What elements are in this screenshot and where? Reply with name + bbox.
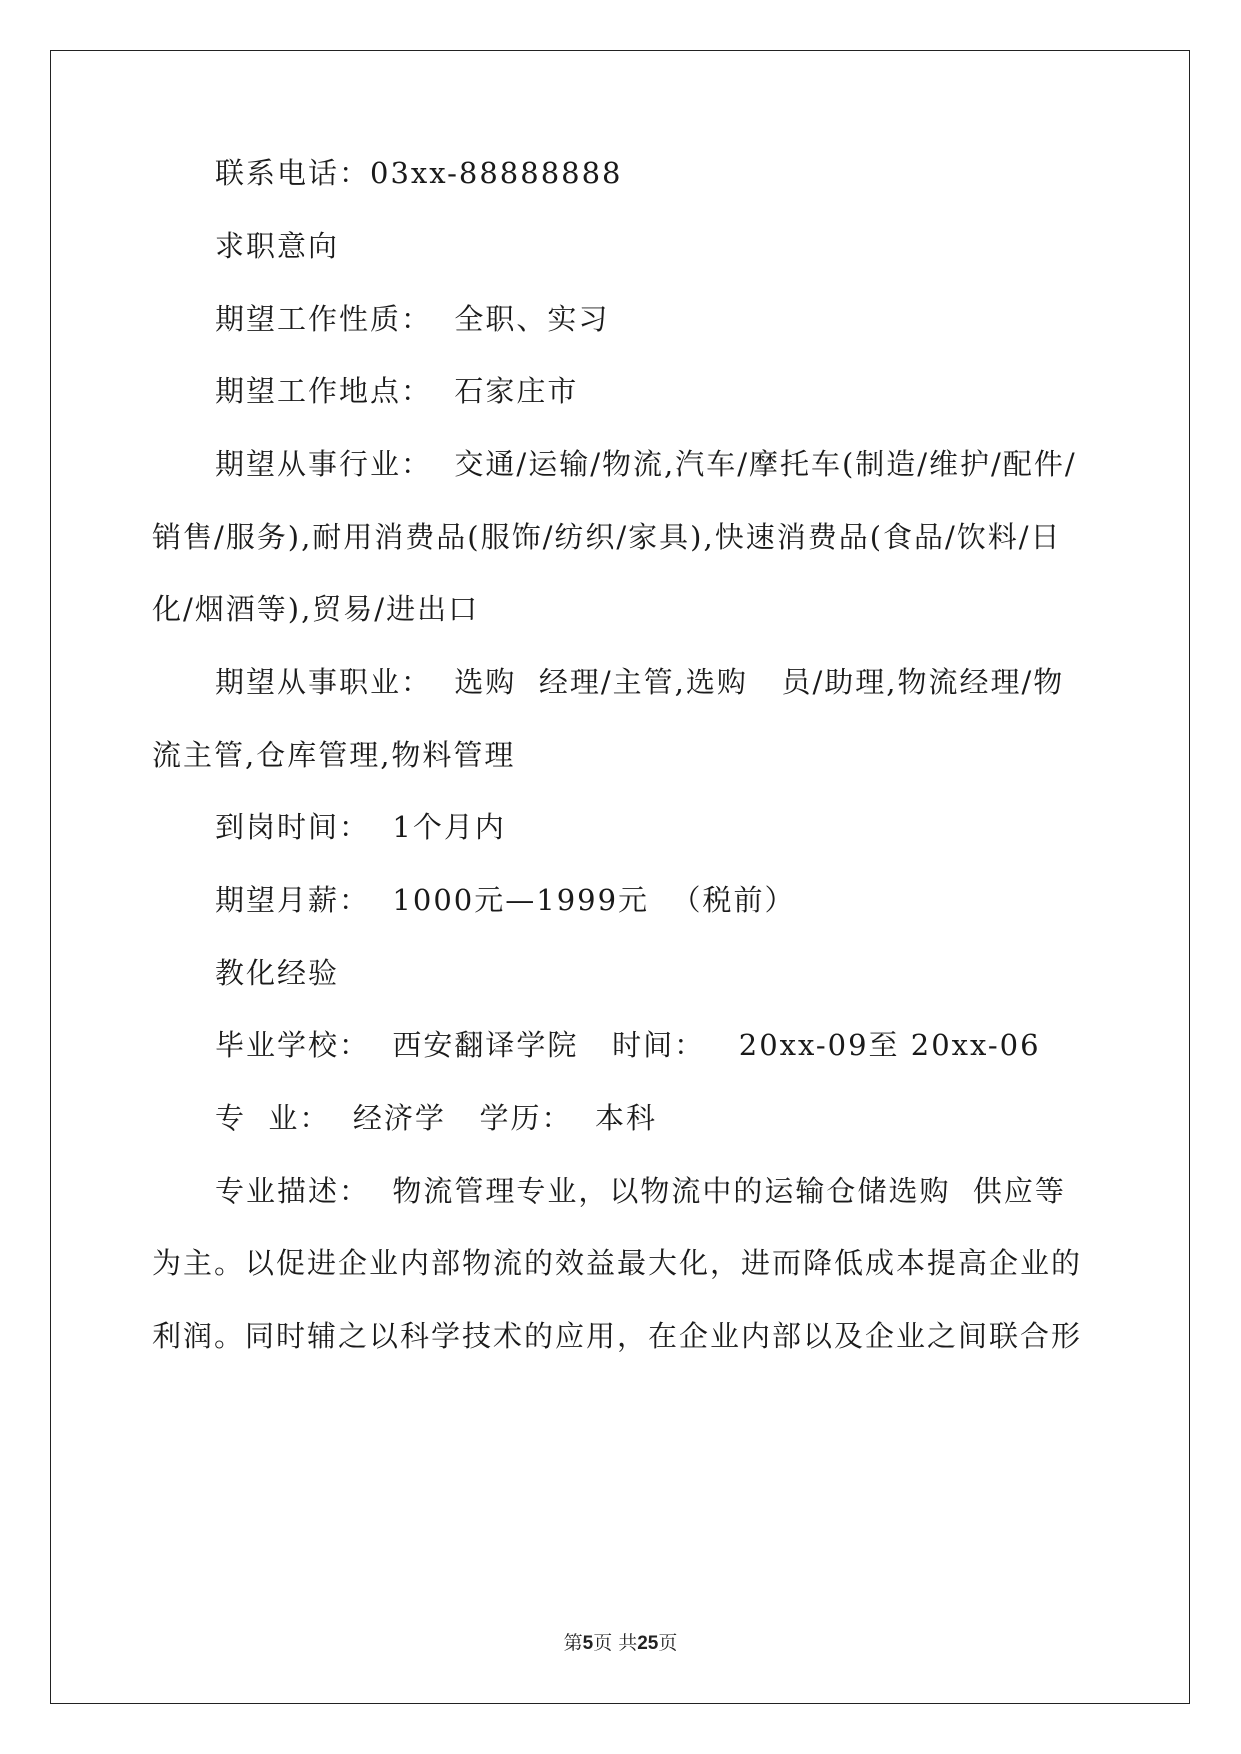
major-line: 专 业： 经济学 学历： 本科 — [215, 1101, 657, 1135]
footer-prefix: 第 — [563, 1632, 583, 1654]
major-description-line-2: 为主。以促进企业内部物流的效益最大化，进而降低成本提高企业的 — [152, 1246, 1083, 1280]
contact-phone-line: 联系电话：03xx-88888888 — [215, 156, 623, 190]
school-line: 毕业学校： 西安翻译学院 时间： 20xx-09至 20xx-06 — [215, 1028, 1041, 1062]
industry-line-1: 期望从事行业： 交通/运输/物流,汽车/摩托车(制造/维护/配件/ — [215, 447, 1077, 481]
major-description-line-3: 利润。同时辅之以科学技术的应用，在企业内部以及企业之间联合形 — [152, 1319, 1083, 1353]
occupation-line-2: 流主管,仓库管理,物料管理 — [152, 738, 516, 772]
occupation-line-1: 期望从事职业： 选购 经理/主管,选购 员/助理,物流经理/物 — [215, 665, 1065, 699]
section-heading-job-intent: 求职意向 — [215, 229, 340, 263]
section-heading-education: 教化经验 — [215, 956, 340, 990]
job-type-line: 期望工作性质： 全职、实习 — [215, 302, 610, 336]
page-footer — [0, 1628, 1241, 1655]
salary-line: 期望月薪： 1000元—1999元 （税前） — [215, 883, 796, 917]
start-time-line: 到岗时间： 1个月内 — [215, 810, 506, 844]
footer-mid: 页 共 — [593, 1632, 638, 1654]
job-location-line: 期望工作地点： 石家庄市 — [215, 374, 579, 408]
industry-line-3: 化/烟酒等),贸易/进出口 — [152, 592, 480, 626]
footer-page-number: 5 — [582, 1633, 594, 1654]
footer-suffix: 页 — [658, 1632, 678, 1654]
major-description-line-1: 专业描述： 物流管理专业，以物流中的运输仓储选购 供应等 — [215, 1174, 1066, 1208]
footer-total-pages: 25 — [637, 1633, 659, 1654]
industry-line-2: 销售/服务),耐用消费品(服饰/纺织/家具),快速消费品(食品/饮料/日 — [152, 520, 1062, 554]
